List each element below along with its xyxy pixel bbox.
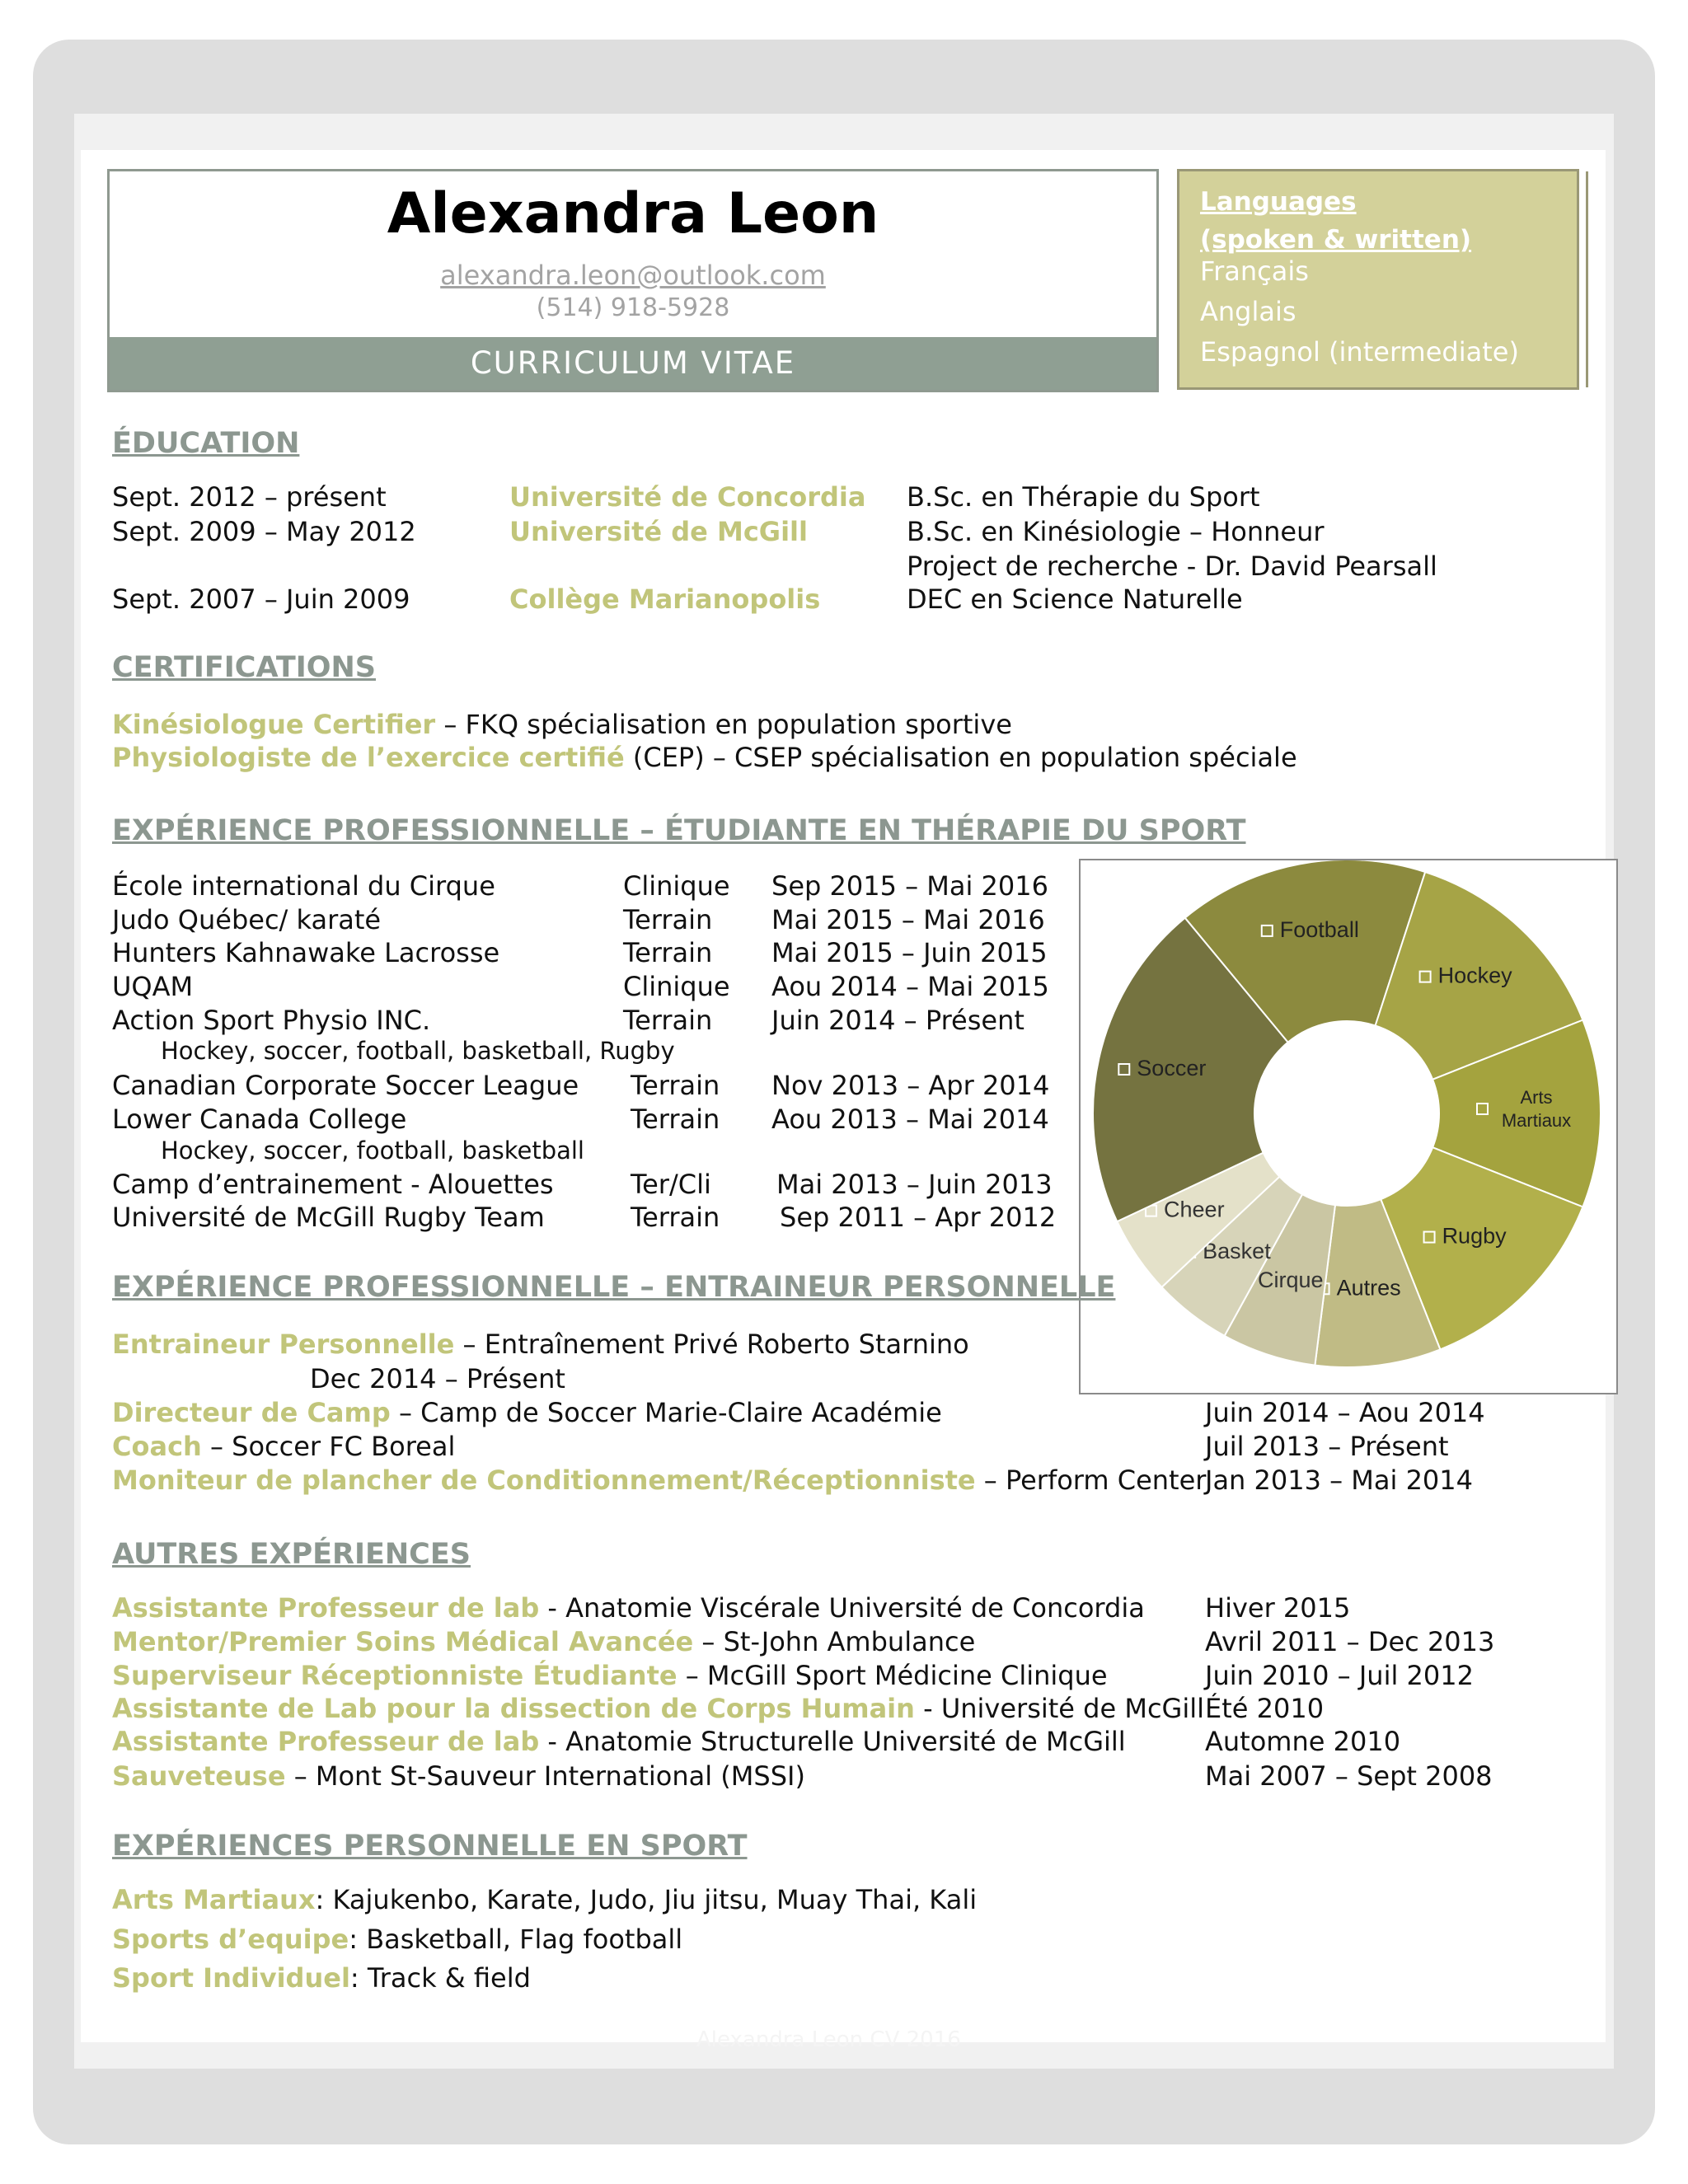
email-link[interactable]: alexandra.leon@outlook.com	[440, 260, 826, 291]
language-item: Anglais	[1200, 296, 1296, 327]
sport-text: : Track & field	[349, 1962, 531, 1994]
sports-donut-chart	[1079, 859, 1618, 1394]
certification-item	[112, 709, 1012, 740]
student-exp-dates: Mai 2013 – Juin 2013	[776, 1169, 1053, 1200]
certification-text: – FKQ spécialisation en population sportive	[435, 709, 1012, 740]
section-heading-education: ÉDUCATION	[112, 427, 300, 460]
student-exp-org: Université de McGill Rugby Team	[112, 1202, 545, 1233]
sport-text: : Basketball, Flag football	[349, 1924, 683, 1955]
sport-title: Sport Individuel	[112, 1962, 350, 1994]
other-exp-title: Sauveteuse	[112, 1760, 286, 1792]
student-exp-type: Clinique	[623, 971, 730, 1002]
education-extra: Project de recherche - Dr. David Pearsall	[907, 551, 1437, 582]
other-exp-title: Assistante Professeur de lab	[112, 1726, 540, 1757]
student-exp-org: UQAM	[112, 971, 194, 1002]
trainer-exp-dates: Juil 2013 – Présent	[1205, 1431, 1449, 1462]
student-exp-org: Judo Québec/ karaté	[112, 904, 382, 935]
student-exp-org: Hunters Kahnawake Lacrosse	[112, 937, 500, 968]
student-exp-type: Ter/Cli	[631, 1169, 711, 1200]
languages-title-line1: Languages	[1200, 187, 1357, 217]
cv-banner: CURRICULUM VITAE	[110, 337, 1156, 390]
other-exp-title: Mentor/Premier Soins Médical Avancée	[112, 1626, 694, 1657]
other-exp-item	[112, 1592, 1145, 1624]
student-exp-note: Hockey, soccer, football, basketball, Rugby	[161, 1037, 675, 1065]
svg-text:Martiaux: Martiaux	[1501, 1110, 1572, 1131]
other-exp-dates: Été 2010	[1205, 1693, 1325, 1724]
student-exp-dates: Mai 2015 – Mai 2016	[771, 904, 1045, 935]
other-exp-dates: Hiver 2015	[1205, 1592, 1351, 1624]
other-exp-text: – St-John Ambulance	[693, 1626, 976, 1657]
student-exp-dates: Nov 2013 – Apr 2014	[771, 1070, 1050, 1101]
languages-title	[1200, 183, 1471, 259]
student-exp-dates: Aou 2014 – Mai 2015	[771, 971, 1049, 1002]
other-exp-item	[112, 1660, 1108, 1691]
student-exp-type: Terrain	[631, 1070, 720, 1101]
candidate-name: Alexandra Leon	[387, 181, 879, 246]
svg-text:Soccer: Soccer	[1137, 1056, 1207, 1081]
other-exp-title: Superviseur Réceptionniste Étudiante	[112, 1660, 678, 1691]
student-exp-note: Hockey, soccer, football, basketball	[161, 1137, 584, 1165]
student-exp-org: École international du Cirque	[112, 870, 495, 902]
trainer-exp-item	[112, 1329, 969, 1360]
footer-faint-text: Alexandra Leon CV 2016	[696, 2027, 961, 2052]
education-dates: Sept. 2009 – May 2012	[112, 516, 416, 547]
certification-title: Physiologiste de l’exercice certifié	[112, 742, 625, 773]
section-heading-personal-sport: EXPÉRIENCES PERSONNELLE EN SPORT	[112, 1830, 748, 1863]
other-exp-text: – Mont St-Sauveur International (MSSI)	[285, 1760, 805, 1792]
education-dates: Sept. 2012 – présent	[112, 481, 387, 513]
header-box	[107, 169, 1159, 392]
student-exp-dates: Mai 2015 – Juin 2015	[771, 937, 1048, 968]
student-exp-type: Clinique	[623, 870, 730, 902]
language-item: Espagnol (intermediate)	[1200, 336, 1519, 368]
chart-svg	[1081, 860, 1616, 1393]
phone-number: (514) 918-5928	[536, 293, 730, 322]
trainer-exp-dates: Juin 2014 – Aou 2014	[1205, 1397, 1485, 1428]
languages-box-edge	[1586, 171, 1588, 387]
trainer-exp-text: – Entraînement Privé Roberto Starnino	[454, 1329, 969, 1360]
sport-item	[112, 1884, 977, 1915]
other-exp-dates: Juin 2010 – Juil 2012	[1205, 1660, 1474, 1691]
trainer-exp-dates: Dec 2014 – Présent	[310, 1363, 565, 1394]
svg-text:Hockey: Hockey	[1437, 963, 1512, 988]
student-exp-dates: Aou 2013 – Mai 2014	[771, 1104, 1049, 1135]
svg-text:Rugby: Rugby	[1442, 1223, 1507, 1249]
certification-item	[112, 742, 1297, 773]
student-exp-dates: Juin 2014 – Présent	[771, 1005, 1025, 1036]
student-exp-org: Action Sport Physio INC.	[112, 1005, 431, 1036]
other-exp-item	[112, 1693, 1204, 1724]
other-exp-text: – McGill Sport Médicine Clinique	[677, 1660, 1108, 1691]
trainer-exp-title: Moniteur de plancher de Conditionnement/Réceptionniste	[112, 1465, 976, 1496]
svg-text:Autres: Autres	[1336, 1275, 1401, 1301]
other-exp-dates: Mai 2007 – Sept 2008	[1205, 1760, 1493, 1792]
other-exp-text: - Université de McGill	[914, 1693, 1204, 1724]
sport-item	[112, 1924, 682, 1955]
student-exp-org: Lower Canada College	[112, 1104, 407, 1135]
education-school: Collège Marianopolis	[509, 583, 821, 615]
language-item: Français	[1200, 255, 1309, 287]
sport-title: Sports d’equipe	[112, 1924, 349, 1955]
other-exp-item	[112, 1726, 1126, 1757]
student-exp-type: Terrain	[631, 1202, 720, 1233]
other-exp-title: Assistante Professeur de lab	[112, 1592, 540, 1624]
other-exp-item	[112, 1760, 805, 1792]
other-exp-text: - Anatomie Structurelle Université de McGill	[539, 1726, 1126, 1757]
trainer-exp-title: Entraineur Personnelle	[112, 1329, 455, 1360]
trainer-exp-text: – Soccer FC Boreal	[201, 1431, 456, 1462]
section-heading-certifications: CERTIFICATIONS	[112, 651, 377, 684]
trainer-exp-title: Coach	[112, 1431, 202, 1462]
other-exp-item	[112, 1626, 975, 1657]
trainer-exp-text: – Camp de Soccer Marie-Claire Académie	[390, 1397, 942, 1428]
education-school: Université de McGill	[509, 516, 808, 547]
donut-hole	[1254, 1021, 1439, 1206]
education-school: Université de Concordia	[509, 481, 866, 513]
student-exp-dates: Sep 2011 – Apr 2012	[780, 1202, 1057, 1233]
other-exp-dates: Avril 2011 – Dec 2013	[1205, 1626, 1495, 1657]
svg-text:Cirque: Cirque	[1258, 1268, 1324, 1293]
student-exp-type: Terrain	[623, 1005, 713, 1036]
student-exp-type: Terrain	[631, 1104, 720, 1135]
sport-item	[112, 1962, 531, 1994]
student-exp-org: Camp d’entrainement - Alouettes	[112, 1169, 554, 1200]
section-heading-trainer-experience: EXPÉRIENCE PROFESSIONNELLE – ENTRAINEUR PERSONNELLE	[112, 1271, 1116, 1304]
education-degree: DEC en Science Naturelle	[907, 583, 1243, 615]
certification-text: (CEP) – CSEP spécialisation en population spéciale	[624, 742, 1297, 773]
education-dates: Sept. 2007 – Juin 2009	[112, 583, 410, 615]
student-exp-type: Terrain	[623, 937, 713, 968]
trainer-exp-item	[112, 1431, 455, 1462]
trainer-exp-title: Directeur de Camp	[112, 1397, 391, 1428]
trainer-exp-text: – Perform Center	[975, 1465, 1207, 1496]
languages-title-line2: (spoken & written)	[1200, 225, 1472, 255]
trainer-exp-dates: Jan 2013 – Mai 2014	[1205, 1465, 1473, 1496]
section-heading-student-experience: EXPÉRIENCE PROFESSIONNELLE – ÉTUDIANTE EN THÉRAPIE DU SPORT	[112, 814, 1246, 847]
student-exp-org: Canadian Corporate Soccer League	[112, 1070, 579, 1101]
sport-title: Arts Martiaux	[112, 1884, 316, 1915]
section-heading-other-experience: AUTRES EXPÉRIENCES	[112, 1538, 471, 1571]
svg-text:Arts: Arts	[1520, 1087, 1553, 1108]
languages-box	[1177, 169, 1579, 390]
student-exp-dates: Sep 2015 – Mai 2016	[771, 870, 1048, 902]
sport-text: : Kajukenbo, Karate, Judo, Jiu jitsu, Muay Thai, Kali	[315, 1884, 978, 1915]
trainer-exp-item	[112, 1397, 942, 1428]
other-exp-text: - Anatomie Viscérale Université de Concordia	[539, 1592, 1145, 1624]
education-degree: B.Sc. en Thérapie du Sport	[907, 481, 1260, 513]
trainer-exp-item	[112, 1465, 1206, 1496]
other-exp-dates: Automne 2010	[1205, 1726, 1401, 1757]
svg-text:Cheer: Cheer	[1164, 1197, 1225, 1222]
svg-text:Basket: Basket	[1203, 1238, 1271, 1263]
other-exp-title: Assistante de Lab pour la dissection de Corps Humain	[112, 1693, 915, 1724]
education-degree: B.Sc. en Kinésiologie – Honneur	[907, 516, 1325, 547]
student-exp-type: Terrain	[623, 904, 713, 935]
certification-title: Kinésiologue Certifier	[112, 709, 436, 740]
svg-text:Football: Football	[1279, 916, 1359, 942]
